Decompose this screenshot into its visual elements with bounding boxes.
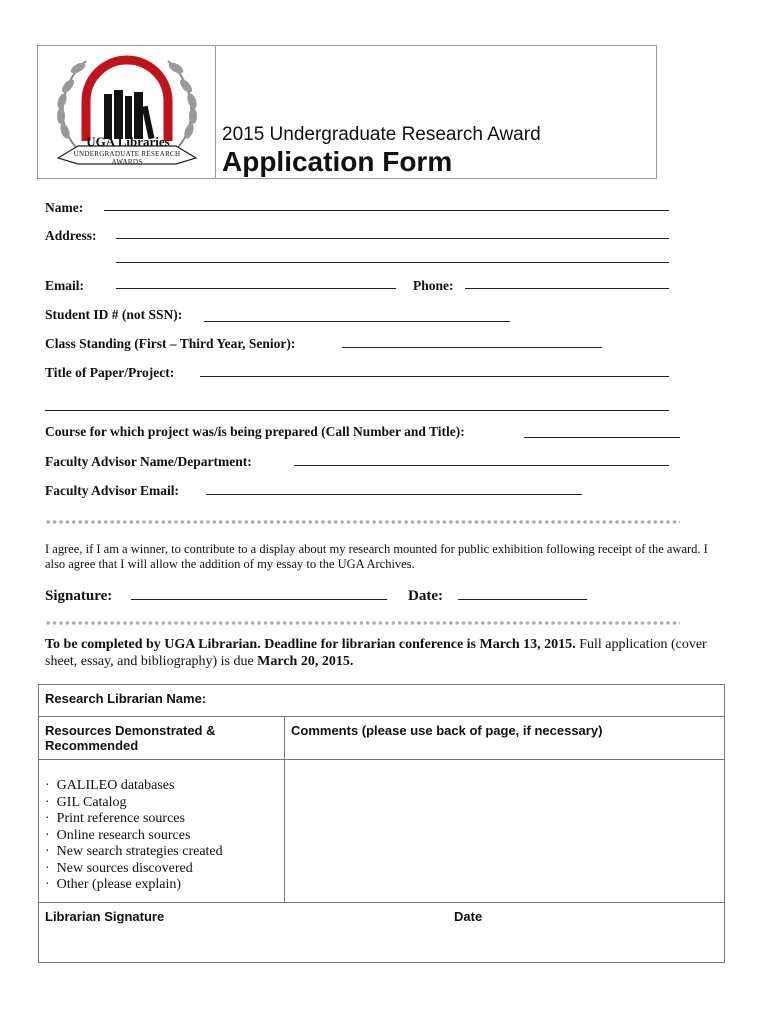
email-label: Email: bbox=[45, 278, 84, 293]
agreement-text: I agree, if I am a winner, to contribute to a display about my research mounted for public exhibition following receipt of the award. I also agree that I will allow the addition of my essay to the UGA Archives. bbox=[45, 542, 708, 571]
research-librarian-cell[interactable] bbox=[39, 685, 725, 717]
resource-item: · Online research sources bbox=[45, 828, 278, 845]
resource-item: · GALILEO databases bbox=[45, 778, 278, 795]
title-paper-label: Title of Paper/Project: bbox=[45, 365, 175, 380]
librarian-signature-label: Librarian Signature bbox=[45, 909, 165, 924]
librarian-date-label: Date bbox=[454, 909, 483, 924]
title-paper-field[interactable] bbox=[200, 376, 669, 377]
phone-field[interactable] bbox=[465, 288, 669, 289]
logo-subtitle: UNDERGRADUATE RESEARCH AWARDS bbox=[73, 150, 181, 166]
faculty-email-label: Faculty Advisor Email: bbox=[45, 483, 180, 498]
comments-header: Comments (please use back of page, if necessary) bbox=[291, 723, 603, 738]
award-title: 2015 Undergraduate Research Award bbox=[222, 124, 541, 145]
notice-bold: To be completed by UGA Librarian. Deadline for librarian conference is March 13, 2015. bbox=[45, 637, 576, 652]
librarian-signature-cell[interactable] bbox=[39, 903, 725, 963]
course-field[interactable] bbox=[524, 437, 680, 438]
class-standing-field[interactable] bbox=[342, 347, 602, 348]
resource-item: · GIL Catalog bbox=[45, 795, 278, 812]
faculty-name-label: Faculty Advisor Name/Department: bbox=[45, 454, 252, 469]
date-label: Date: bbox=[408, 588, 443, 604]
resource-item: · Print reference sources bbox=[45, 811, 278, 828]
student-id-field[interactable] bbox=[204, 321, 510, 322]
librarian-notice bbox=[45, 636, 735, 670]
logo-cell bbox=[38, 46, 216, 178]
resources-header-cell bbox=[39, 717, 285, 760]
class-standing-label: Class Standing (First – Third Year, Senior): bbox=[45, 336, 296, 351]
dotted-divider-2 bbox=[45, 620, 680, 626]
dotted-divider bbox=[45, 519, 680, 525]
name-label: Name: bbox=[45, 200, 84, 215]
resources-header: Resources Demonstrated & Recommended bbox=[45, 723, 216, 753]
email-field[interactable] bbox=[116, 288, 396, 289]
faculty-email-field[interactable] bbox=[206, 494, 582, 495]
notice-due-date: March 20, 2015. bbox=[257, 654, 354, 669]
name-field[interactable] bbox=[104, 210, 669, 211]
resources-list bbox=[45, 778, 278, 894]
page-title: Application Form bbox=[222, 146, 453, 177]
resource-item: · New sources discovered bbox=[45, 861, 278, 878]
resources-list-cell bbox=[39, 760, 285, 903]
comments-field[interactable] bbox=[285, 760, 725, 903]
comments-header-cell bbox=[285, 717, 725, 760]
faculty-name-field[interactable] bbox=[294, 465, 669, 466]
signature-field[interactable] bbox=[131, 599, 387, 600]
address-field[interactable] bbox=[116, 238, 669, 239]
research-librarian-label: Research Librarian Name: bbox=[45, 691, 207, 706]
resource-item: · New search strategies created bbox=[45, 844, 278, 861]
address-label: Address: bbox=[45, 228, 97, 243]
address-field-line-2[interactable] bbox=[116, 262, 669, 263]
resource-item: · Other (please explain) bbox=[45, 877, 278, 894]
course-label: Course for which project was/is being prepared (Call Number and Title): bbox=[45, 424, 465, 439]
notice-text: Full application (cover sheet, essay, and bibliography) is due bbox=[45, 637, 707, 669]
logo-title: UGA Libraries bbox=[86, 134, 170, 149]
phone-label: Phone: bbox=[413, 278, 454, 293]
signature-label: Signature: bbox=[45, 588, 113, 604]
librarian-table bbox=[38, 684, 725, 963]
title-paper-field-line-2[interactable] bbox=[45, 410, 669, 411]
date-field[interactable] bbox=[458, 599, 587, 600]
student-id-label: Student ID # (not SSN): bbox=[45, 307, 183, 322]
